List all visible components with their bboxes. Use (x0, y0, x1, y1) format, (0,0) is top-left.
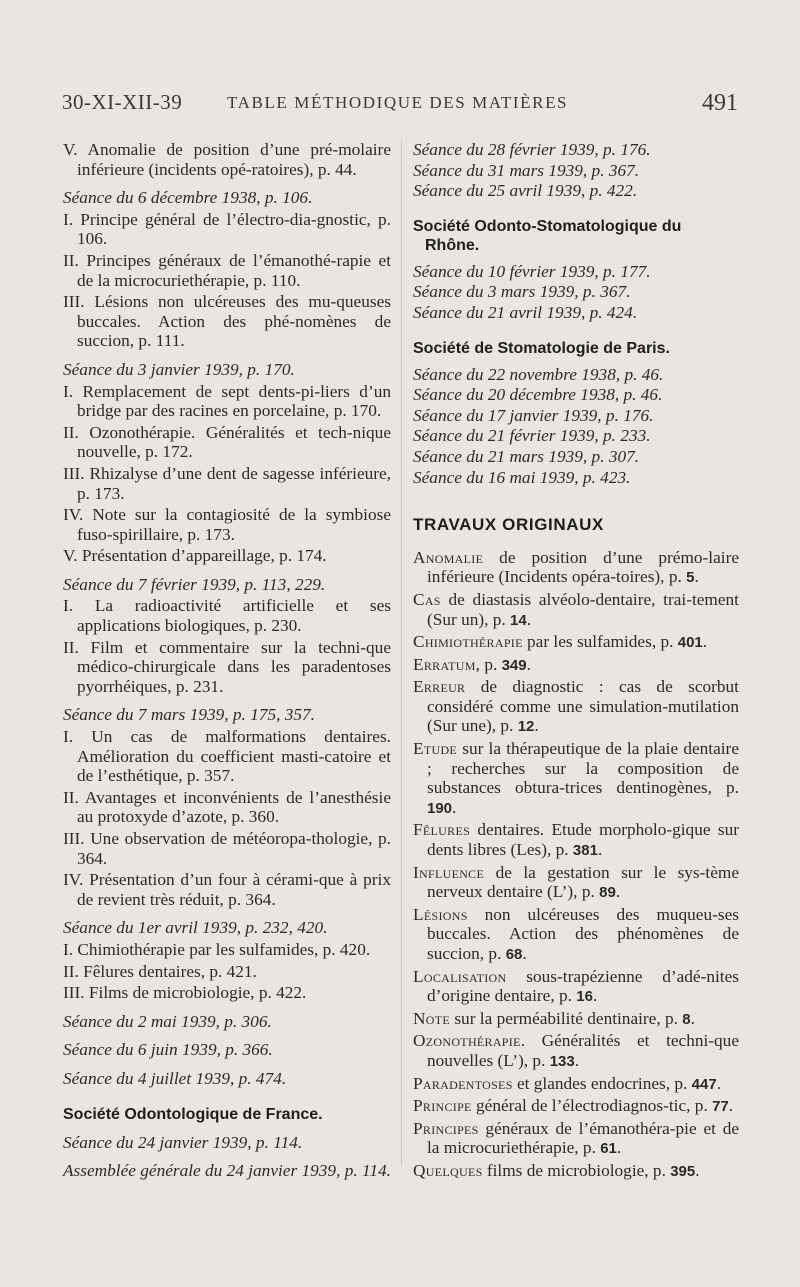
header-date: 30-XI-XII-39 (62, 90, 183, 114)
entry-keyword: Principe (413, 1096, 472, 1116)
entry-punctuation: . (716, 1073, 722, 1093)
session-entry: Séance du 6 juin 1939, p. 366. (63, 1040, 273, 1060)
index-entry (413, 820, 739, 860)
index-entry: III. Lésions non ulcéreuses des mu-queuses buccales. Action des phé-nomènes de succion, p. 111. (63, 292, 391, 351)
index-entry: II. Principes généraux de l’émanothé-rapie et de la microcuriethérapie, p. 110. (63, 250, 391, 290)
entry-page-ref: 401 (677, 634, 703, 652)
entry-keyword: Ozonothérapie (413, 1031, 521, 1051)
entry-punctuation: . (526, 654, 531, 674)
index-entry (413, 655, 739, 676)
entry-punctuation: . (616, 1138, 622, 1158)
entry-keyword: Influence (413, 862, 485, 882)
index-entry (413, 548, 739, 588)
entry-punctuation: . (597, 840, 603, 860)
entry-punctuation: . (534, 716, 539, 736)
index-entry: V. Présentation d’appareillage, p. 174. (63, 546, 327, 566)
entry-page-ref: 14 (510, 611, 527, 629)
index-entry: IV. Présentation d’un four à cérami-que à prix de revient très réduit, p. 364. (63, 870, 391, 909)
entry-keyword: Note (413, 1008, 451, 1028)
index-entry (413, 1161, 739, 1182)
entry-keyword: Chimiothérapie (413, 632, 523, 652)
entry-page-ref: 5 (686, 569, 695, 587)
entry-punctuation: . (728, 1096, 734, 1116)
index-entry: II. Film et commentaire sur la techni-que médico-chirurgicale dans les paradentoses pyorrhéiques, p. 231. (63, 637, 391, 696)
entry-page-ref: 133 (549, 1052, 575, 1070)
entry-text: par les sulfamides, p. (522, 632, 678, 652)
entry-keyword: Localisation (413, 966, 507, 986)
entry-keyword: Quelques (413, 1160, 483, 1180)
entry-punctuation: . (615, 882, 621, 902)
index-entry (413, 1031, 739, 1071)
index-entry: II. Avantages et inconvénients de l’anesthésie au protoxyde d’azote, p. 360. (63, 787, 391, 827)
session-entry: Assemblée générale du 24 janvier 1939, p. 114. (63, 1161, 391, 1181)
session-entry: Séance du 16 mai 1939, p. 423. (413, 467, 631, 487)
entry-page-ref: 68 (505, 946, 523, 963)
session-entry: Séance du 4 juillet 1939, p. 474. (63, 1068, 287, 1088)
entry-punctuation: . (574, 1050, 580, 1070)
entry-page-ref: 16 (576, 988, 593, 1006)
index-entry: IV. Note sur la contagiosité de la symbiose fuso-spirillaire, p. 173. (63, 505, 391, 544)
session-entry: Séance du 20 décembre 1938, p. 46. (413, 385, 663, 405)
session-entry: Séance du 1er avril 1939, p. 232, 420. (63, 918, 328, 938)
society-heading: Société de Stomatologie de Paris. (413, 339, 670, 357)
entry-keyword: Principes (413, 1118, 479, 1138)
entry-punctuation: . (452, 797, 457, 817)
entry-page-ref: 395 (670, 1162, 696, 1180)
entry-punctuation: . (526, 609, 532, 629)
session-entry: Séance du 17 janvier 1939, p. 176. (413, 405, 654, 425)
entry-keyword: Fêlures (413, 820, 471, 840)
entry-text: . Généralités et techni-que nouvelles (L’), p. (427, 1031, 739, 1070)
entry-punctuation: . (702, 632, 708, 652)
entry-punctuation: . (690, 1008, 695, 1028)
index-entry: I. Principe général de l’électro-dia-gnostic, p. 106. (63, 209, 391, 249)
entry-page-ref: 77 (712, 1098, 729, 1116)
entry-punctuation: . (592, 986, 598, 1006)
session-entry: Séance du 6 décembre 1938, p. 106. (63, 188, 313, 208)
entry-page-ref: 61 (600, 1140, 617, 1158)
entry-text: sur la thérapeutique de la plaie dentaire ; recherches sur la composition de substances obtura-trices dentinogènes, p. (427, 739, 739, 798)
entry-keyword: Erratum (413, 654, 476, 674)
entry-text: de la gestation sur le sys-tème nerveux dentaire (L’), p. (427, 862, 739, 902)
entry-text: de diastasis alvéolo-dentaire, trai-tement (Sur un), p. (427, 589, 739, 629)
entry-text: sous-trapézienne d’adé-nites d’origine dentaire, p. (427, 966, 739, 1006)
session-entry: Séance du 22 novembre 1938, p. 46. (413, 364, 664, 384)
index-entry (413, 590, 739, 630)
index-entry: III. Films de microbiologie, p. 422. (63, 983, 307, 1003)
entry-page-ref: 381 (572, 842, 598, 860)
entry-text: sur la perméabilité dentinaire, p. (450, 1008, 683, 1028)
index-entry: I. La radioactivité artificielle et ses applications biologiques, p. 230. (63, 596, 391, 636)
index-entry: I. Un cas de malformations dentaires. Amélioration du coefficient masti-catoire et de l’esthétique, p. 357. (63, 727, 391, 786)
entry-punctuation: . (694, 567, 699, 587)
session-entry: Séance du 28 février 1939, p. 176. (413, 140, 651, 159)
entry-page-ref: 349 (501, 656, 527, 674)
entry-text: dentaires. Etude morpholo-gique sur dents libres (Les), p. (427, 820, 739, 860)
index-entry (413, 632, 739, 653)
entry-keyword: Paradentoses (413, 1073, 513, 1093)
entry-page-ref: 12 (517, 718, 535, 736)
index-entry: III. Une observation de météoropa-thologie, p. 364. (63, 829, 391, 868)
index-entry (413, 1096, 739, 1117)
index-entry (413, 905, 739, 965)
section-heading: TRAVAUX ORIGINAUX (413, 515, 604, 535)
running-header (62, 90, 738, 124)
entry-text: et glandes endocrines, p. (512, 1073, 692, 1093)
index-entry (413, 863, 739, 903)
entry-text: non ulcéreuses des muqueu-ses buccales. Action des phénomènes de succion, p. (427, 904, 739, 963)
index-entry (413, 967, 739, 1007)
entry-page-ref: 89 (599, 884, 616, 902)
session-entry: Séance du 3 mars 1939, p. 367. (413, 282, 631, 302)
index-entry (413, 739, 739, 818)
right-column (413, 140, 739, 1184)
index-entry (413, 1074, 739, 1095)
index-entry (413, 1009, 739, 1030)
entry-keyword: Lésions (413, 904, 468, 924)
session-entry: Séance du 7 mars 1939, p. 175, 357. (63, 705, 315, 725)
entry-keyword: Etude (413, 739, 458, 759)
left-column (63, 140, 391, 1183)
index-entry: II. Ozonothérapie. Généralités et tech-nique nouvelle, p. 172. (63, 422, 391, 462)
entry-keyword: Cas (413, 589, 441, 609)
society-heading: Société Odonto-Stomatologique du Rhône. (413, 217, 682, 254)
entry-text: généraux de l’émanothéra-pie et de la microcuriethérapie, p. (427, 1118, 739, 1158)
session-entry: Séance du 7 février 1939, p. 113, 229. (63, 574, 326, 594)
session-entry: Séance du 31 mars 1939, p. 367. (413, 160, 640, 180)
entry-keyword: Anomalie (413, 547, 484, 567)
session-entry: Séance du 2 mai 1939, p. 306. (63, 1011, 272, 1031)
entry-keyword: Erreur (413, 677, 466, 697)
session-entry: Séance du 21 avril 1939, p. 424. (413, 302, 638, 322)
session-entry: Séance du 3 janvier 1939, p. 170. (63, 359, 295, 379)
header-title: TABLE MÉTHODIQUE DES MATIÈRES (227, 93, 569, 112)
entry-text: , p. (475, 654, 502, 674)
entry-punctuation: . (522, 944, 527, 963)
page-number: 491 (702, 90, 738, 116)
session-entry: Séance du 21 mars 1939, p. 307. (413, 446, 640, 466)
session-entry: Séance du 21 février 1939, p. 233. (413, 426, 651, 446)
entry-page-ref: 447 (691, 1075, 717, 1093)
entry-punctuation: . (695, 1160, 700, 1180)
index-entry: II. Fêlures dentaires, p. 421. (63, 961, 257, 981)
column-divider (401, 140, 402, 1165)
session-entry: Séance du 25 avril 1939, p. 422. (413, 181, 638, 201)
entry-page-ref: 8 (682, 1010, 691, 1028)
entry-page-ref: 190 (427, 799, 453, 817)
index-entry: I. Chimiothérapie par les sulfamides, p. 420. (63, 939, 371, 959)
session-entry: Séance du 10 février 1939, p. 177. (413, 261, 651, 281)
index-entry: V. Anomalie de position d’une pré-molaire inférieure (incidents opé-ratoires), p. 44. (63, 140, 391, 179)
entry-text: films de microbiologie, p. (482, 1160, 671, 1180)
index-entry (413, 1119, 739, 1159)
entry-text: de diagnostic : cas de scorbut considéré comme une simulation-mutilation (Sur une), p. (427, 677, 739, 736)
index-entry (413, 677, 739, 737)
index-entry: I. Remplacement de sept dents-pi-liers d’un bridge par des racines en porcelaine, p. 170. (63, 381, 391, 421)
session-entry: Séance du 24 janvier 1939, p. 114. (63, 1132, 303, 1152)
index-entry: III. Rhizalyse d’une dent de sagesse inférieure, p. 173. (63, 463, 391, 503)
entry-text: de position d’une prémo-laire inférieure (Incidents opéra-toires), p. (427, 547, 739, 587)
society-heading: Société Odontologique de France. (63, 1105, 323, 1123)
entry-text: général de l’électrodiagnos-tic, p. (471, 1096, 713, 1116)
